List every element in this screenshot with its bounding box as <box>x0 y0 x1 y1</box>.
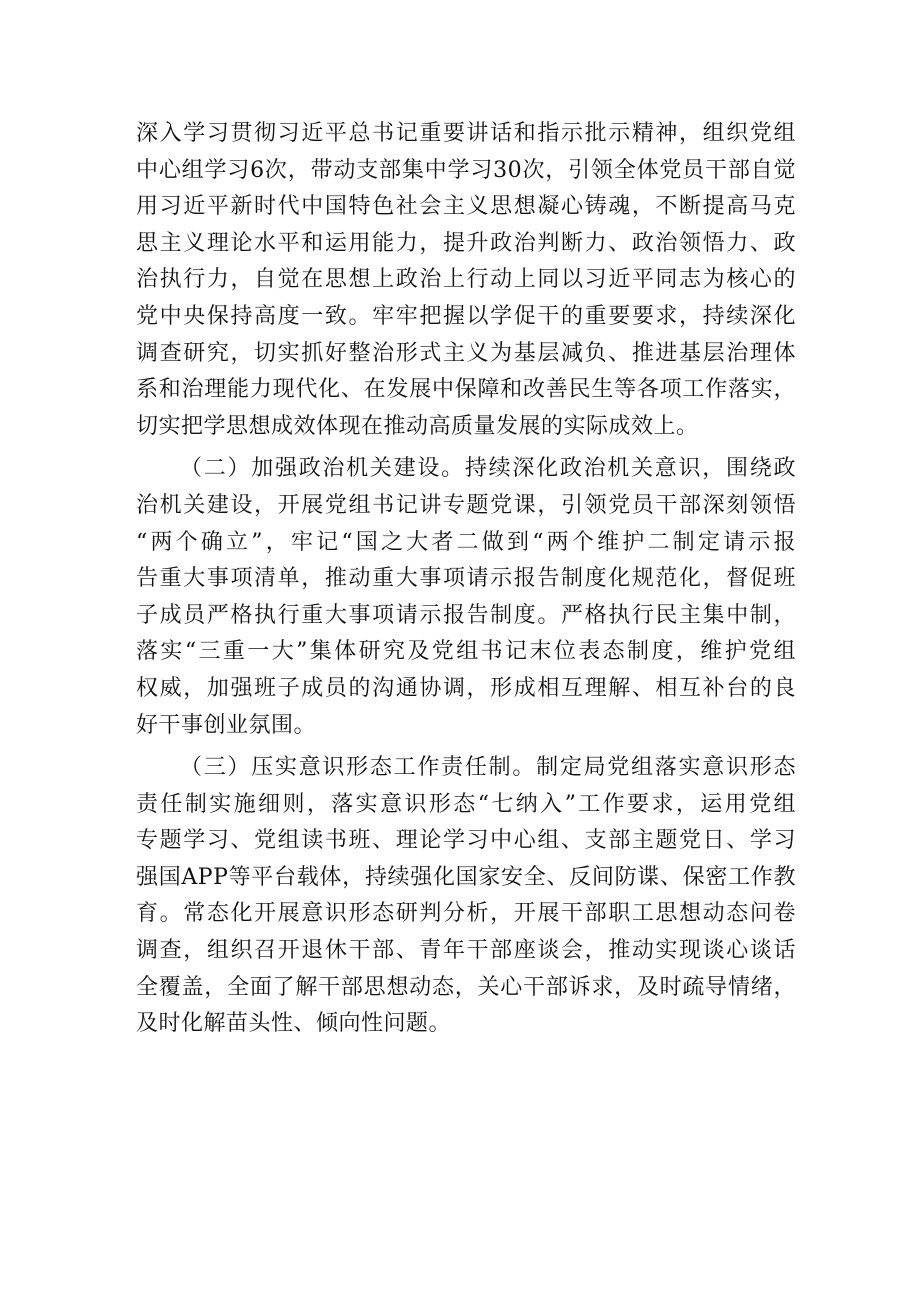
text-line: 告重大事项清单，推动重大事项请示报告制度化规范化，督促班 <box>136 566 796 592</box>
paragraph-2 <box>136 451 796 744</box>
text-line: 治执行力，自觉在思想上政治上行动上同以习近平同志为核心的 <box>136 267 796 293</box>
text-line: 治机关建设，开展党组书记讲专题党课，引领党员干部深刻领悟 <box>136 492 796 518</box>
text-line: 育。常态化开展意识形态研判分析，开展干部职工思想动态问卷 <box>136 901 796 927</box>
paragraph-3 <box>136 750 796 1043</box>
text-line: 思主义理论水平和运用能力，提升政治判断力、政治领悟力、政 <box>136 230 796 256</box>
body-text <box>136 116 796 1043</box>
text-line: 专题学习、党组读书班、理论学习中心组、支部主题党日、学习 <box>136 828 796 854</box>
paragraph-1 <box>136 116 796 445</box>
text-line: 深入学习贯彻习近平总书记重要讲话和指示批示精神，组织党组 <box>136 121 796 146</box>
text-line: 调查研究，切实抓好整治形式主义为基层减负、推进基层治理体 <box>136 340 796 366</box>
text-line: 调查，组织召开退休干部、青年干部座谈会，推动实现谈心谈话 <box>136 938 796 964</box>
text-line: （二）加强政治机关建设。持续深化政治机关意识，围绕政 <box>180 456 796 482</box>
text-line: 系和治理能力现代化、在发展中保障和改善民生等各项工作落实， <box>136 377 796 403</box>
text-line: “两个确立”，牢记“国之大者二做到“两个维护二制定请示报 <box>136 529 796 555</box>
text-line: 落实“三重一大”集体研究及党组书记末位表态制度，维护党组 <box>136 639 796 665</box>
text-line: 强国APP等平台载体，持续强化国家安全、反间防谍、保密工作教 <box>136 864 796 890</box>
text-line: 及时化解苗头性、倾向性问题。 <box>136 1011 452 1037</box>
text-line: 用习近平新时代中国特色社会主义思想凝心铸魂，不断提高马克 <box>136 194 796 220</box>
text-line: 权威，加强班子成员的沟通协调，形成相互理解、相互补台的良 <box>136 675 796 701</box>
text-line: 党中央保持高度一致。牢牢把握以学促干的重要要求，持续深化 <box>136 303 796 329</box>
text-line: 好干事创业氛围。 <box>136 712 317 738</box>
text-line: 切实把学思想成效体现在推动高质量发展的实际成效上。 <box>136 413 699 439</box>
text-line: （三）压实意识形态工作责任制。制定局党组落实意识形态 <box>180 755 796 781</box>
text-line: 中心组学习6次，带动支部集中学习30次，引领全体党员干部自觉 <box>136 157 796 183</box>
text-line: 子成员严格执行重大事项请示报告制度。严格执行民主集中制， <box>136 602 796 628</box>
text-line: 责任制实施细则，落实意识形态“七纳入”工作要求，运用党组 <box>136 791 796 817</box>
text-line: 全覆盖，全面了解干部思想动态，关心干部诉求，及时疏导情绪， <box>136 974 796 1000</box>
